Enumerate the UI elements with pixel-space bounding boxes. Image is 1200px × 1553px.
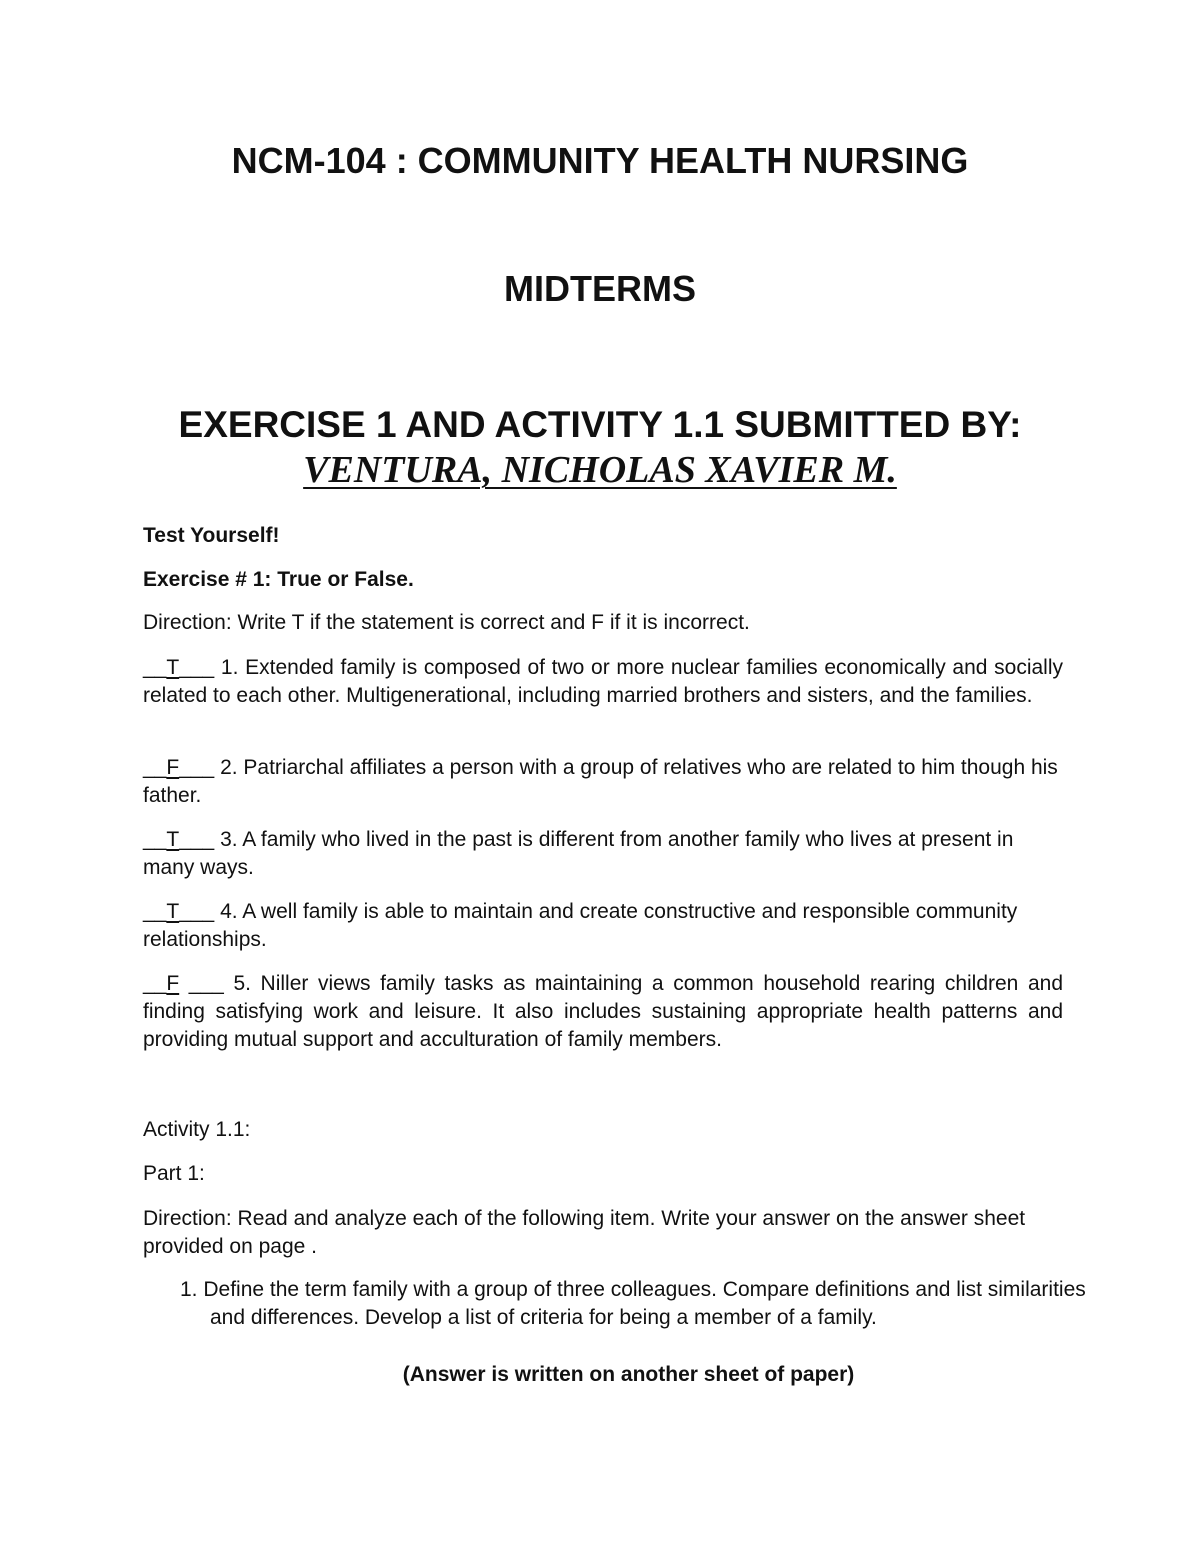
- part-label: Part 1:: [143, 1162, 205, 1185]
- answer-blank-prefix: __: [143, 900, 167, 923]
- answer-mark: F: [166, 756, 180, 779]
- activity-item: [180, 1276, 1090, 1332]
- answer-blank-prefix: __: [143, 656, 167, 679]
- item-number: 1.: [180, 1278, 198, 1301]
- exercise-heading: Exercise # 1: True or False.: [143, 568, 414, 591]
- answer-note: (Answer is written on another sheet of paper): [402, 1363, 855, 1386]
- answer-mark: F: [166, 972, 180, 995]
- answer-blank-prefix: __: [143, 756, 167, 779]
- answer-blank-suffix: ___: [179, 656, 221, 679]
- answer-blank-suffix: ___: [179, 756, 221, 779]
- section-title: Test Yourself!: [143, 524, 280, 547]
- answer-mark: T: [166, 828, 180, 851]
- answer-mark: T: [166, 900, 180, 923]
- term-title: MIDTERMS: [504, 268, 696, 309]
- statement-text: 1. Extended family is composed of two or more nuclear families economically and socially related to each other. Multigenerational, including married brothers and sisters, and the families.: [143, 656, 1064, 707]
- student-name: VENTURA, NICHOLAS XAVIER M.: [303, 449, 897, 491]
- answer-blank-suffix: ___: [179, 900, 221, 923]
- true-false-item: [143, 754, 1063, 810]
- statement-text: 2. Patriarchal affiliates a person with a group of relatives who are related to him though his father.: [143, 756, 1058, 807]
- statement-text: 4. A well family is able to maintain and create constructive and responsible community relationships.: [143, 900, 1018, 951]
- answer-blank-suffix: ___: [179, 828, 221, 851]
- true-false-item: [143, 898, 1063, 954]
- submitted-heading: EXERCISE 1 AND ACTIVITY 1.1 SUBMITTED BY:: [178, 404, 1022, 445]
- statement-text: 5. Niller views family tasks as maintaining a common household rearing children and finding satisfying work and leisure. It also includes sustaining appropriate health patterns and providing mutual support and acculturation of family members.: [143, 972, 1063, 1051]
- answer-blank-suffix: ___: [179, 972, 234, 995]
- true-false-item: [143, 654, 1063, 710]
- true-false-item: [143, 970, 1063, 1054]
- answer-mark: T: [166, 656, 180, 679]
- true-false-item: [143, 826, 1063, 882]
- item-text: Define the term family with a group of three colleagues. Compare definitions and list similarities and differences. Develop a list of criteria for being a member of a family.: [203, 1278, 1086, 1329]
- activity-direction: Direction: Read and analyze each of the following item. Write your answer on the answer sheet provided on page .: [143, 1207, 1026, 1258]
- course-title: NCM-104 : COMMUNITY HEALTH NURSING: [231, 140, 969, 181]
- answer-blank-prefix: __: [143, 828, 167, 851]
- statement-text: 3. A family who lived in the past is different from another family who lives at present in many ways.: [143, 828, 1014, 879]
- activity-label: Activity 1.1:: [143, 1118, 251, 1141]
- exercise-direction: Direction: Write T if the statement is correct and F if it is incorrect.: [143, 611, 750, 634]
- answer-blank-prefix: __: [143, 972, 167, 995]
